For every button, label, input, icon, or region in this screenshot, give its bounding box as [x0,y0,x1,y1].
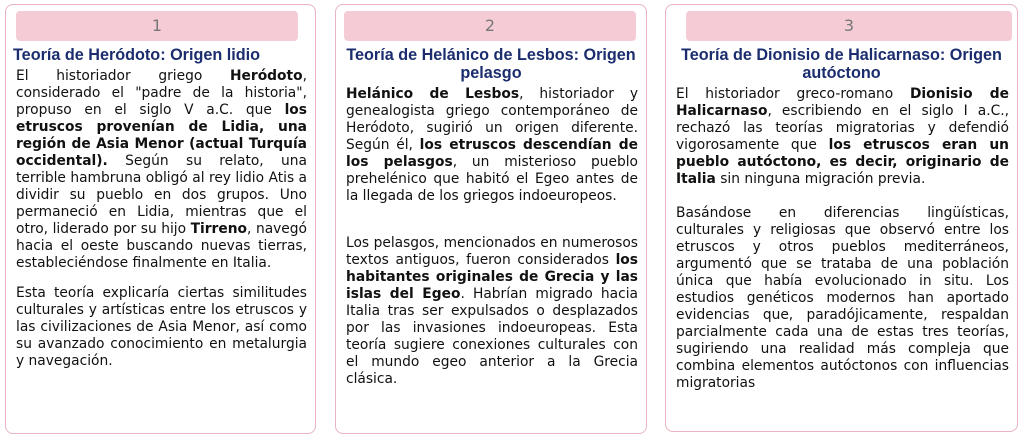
text-run: sin ninguna migración previa. [715,171,926,187]
card-number-badge: 1 [16,11,298,41]
bold-text: Tirreno [190,221,248,237]
text-run: , navegó hacia el oeste buscando nuevas tierras, estableciéndose finalmente en Italia. [16,221,307,271]
card-number-badge: 3 [686,11,1012,41]
text-run: , historiador y genealogista griego contemporáneo de Heródoto, sugirió un origen diferente. Según él, [346,86,638,153]
card-title: Teoría de Helánico de Lesbos: Origen pelasgo [346,46,636,82]
text-run: Según su relato, una terrible hambruna obligó al rey lidio Atis a dividir su pueblo en dos grupos. Uno permaneció en Lidia, mientras que el otro, liderado por su hijo [16,153,307,237]
card-paragraph [676,205,1009,392]
text-run: , un misterioso pueblo prehelénico que habitó el Egeo antes de la llegada de los griegos indoeuropeos. [346,154,638,204]
bold-text: los etruscos descendían de los pelasgos [346,137,638,170]
text-run: El historiador griego [16,68,230,84]
theory-card-hellanicus [335,4,647,434]
card-body [666,86,1017,392]
card-paragraph [676,86,1009,188]
text-run: . Habrían migrado hacia Italia tras ser expulsados o desplazados por las invasiones indoeuropeas. Esta teoría sugiere conexiones culturales con el mundo egeo anterior a la Grecia clásica. [346,286,638,387]
text-run: Los pelasgos, mencionados en numerosos textos antiguos, fueron considerados [346,235,638,268]
text-run: , escribiendo en el siglo I a.C., rechazó las teorías migratorias y defendió vigorosamente que [676,103,1009,153]
text-run: Basándose en diferencias lingüísticas, culturales y religiosas que observó entre los etruscos y otros pueblos mediterráneos, argumentó que se trataba de una población única que había evolucionado in situ. Los estudios genéticos modernos han aportado evidencias que, paradójicamente, respaldan parcialmente cada una de estas tres teorías, sugiriendo una realidad más compleja que combina elementos autóctonos con influencias migratorias [676,205,1009,391]
text-run: , considerado el "padre de la historia", propuso en el siglo V a.C. que [16,68,307,118]
card-title: Teoría de Dionisio de Halicarnaso: Origen autóctono [681,46,1002,82]
bold-text: los habitantes originales de Grecia y las islas del Egeo [346,252,638,302]
card-paragraph [346,86,638,205]
card-body [336,86,646,388]
text-run: El historiador greco-romano [676,86,910,102]
text-run: Esta teoría explicaría ciertas similitudes culturales y artísticas entre los etruscos y las civilizaciones de Asia Menor, así como su avanzado conocimiento en metalurgia y navegación. [16,285,307,369]
bold-text: los etruscos eran un pueblo autóctono, es decir, originario de Italia [676,137,1010,187]
bold-text: Helánico de Lesbos [346,86,520,102]
card-number-badge: 2 [344,11,636,41]
bold-text: Dionisio de Halicarnaso [676,86,1009,119]
card-paragraph [346,235,638,388]
card-paragraph [16,285,307,370]
card-paragraph [16,68,307,272]
card-title: Teoría de Heródoto: Origen lidio [13,46,261,64]
theory-card-herodotus [5,4,316,434]
bold-text: los etruscos provenían de Lidia, una región de Asia Menor (actual Turquía occidental). [16,102,307,169]
card-body [6,68,315,370]
bold-text: Heródoto [229,68,303,84]
theory-card-dionysius [665,4,1018,432]
